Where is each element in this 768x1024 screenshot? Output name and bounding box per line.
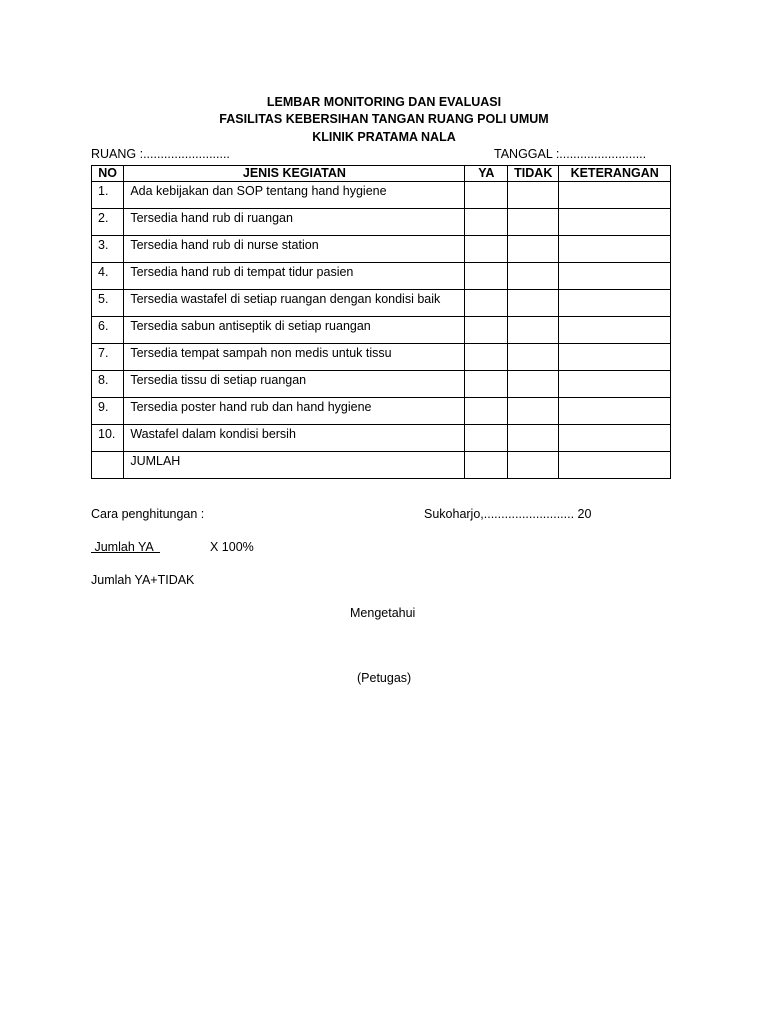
row-activity: Tersedia tempat sampah non medis untuk tissu [124, 344, 465, 371]
total-tidak-cell[interactable] [508, 452, 559, 479]
keterangan-cell[interactable] [559, 209, 671, 236]
keterangan-cell[interactable] [559, 263, 671, 290]
document-title: LEMBAR MONITORING DAN EVALUASI [266, 95, 502, 109]
keterangan-cell[interactable] [559, 425, 671, 452]
formula-multiplier: X 100% [210, 540, 254, 554]
header-no: NO [92, 166, 124, 182]
calculation-label: Cara penghitungan : [91, 507, 205, 521]
ya-cell[interactable] [465, 182, 508, 209]
header-jenis-kegiatan: JENIS KEGIATAN [124, 166, 465, 182]
tidak-cell[interactable] [508, 398, 559, 425]
table-row [92, 209, 671, 236]
table-header-row [92, 166, 671, 182]
row-number: 3. [92, 236, 124, 263]
ya-cell[interactable] [465, 371, 508, 398]
header-keterangan: KETERANGAN [559, 166, 671, 182]
total-label: JUMLAH [124, 452, 465, 479]
tanggal-field: TANGGAL :......................... [494, 147, 647, 161]
keterangan-cell[interactable] [559, 344, 671, 371]
acknowledgement-label: Mengetahui [350, 606, 416, 620]
tidak-cell[interactable] [508, 344, 559, 371]
total-ya-cell[interactable] [465, 452, 508, 479]
ya-cell[interactable] [465, 425, 508, 452]
ya-cell[interactable] [465, 236, 508, 263]
ya-cell[interactable] [465, 344, 508, 371]
header-tidak: TIDAK [508, 166, 559, 182]
ya-cell[interactable] [465, 209, 508, 236]
table-row [92, 398, 671, 425]
row-number: 7. [92, 344, 124, 371]
keterangan-cell[interactable] [559, 371, 671, 398]
total-row [92, 452, 671, 479]
keterangan-cell[interactable] [559, 236, 671, 263]
row-number: 8. [92, 371, 124, 398]
tidak-cell[interactable] [508, 263, 559, 290]
table-row [92, 344, 671, 371]
row-activity: Tersedia hand rub di nurse station [124, 236, 465, 263]
ruang-field: RUANG :......................... [91, 147, 230, 161]
ya-cell[interactable] [465, 263, 508, 290]
keterangan-cell[interactable] [559, 182, 671, 209]
keterangan-cell[interactable] [559, 398, 671, 425]
row-activity: Wastafel dalam kondisi bersih [124, 425, 465, 452]
table-row [92, 290, 671, 317]
row-number: 2. [92, 209, 124, 236]
tidak-cell[interactable] [508, 371, 559, 398]
ya-cell[interactable] [465, 290, 508, 317]
row-number: 1. [92, 182, 124, 209]
document-subtitle: FASILITAS KEBERSIHAN TANGAN RUANG POLI UMUM [219, 112, 549, 126]
row-number: 4. [92, 263, 124, 290]
formula-numerator: Jumlah YA [91, 540, 161, 554]
table-row [92, 371, 671, 398]
row-number: 5. [92, 290, 124, 317]
table-row [92, 317, 671, 344]
keterangan-cell[interactable] [559, 317, 671, 344]
row-activity: Ada kebijakan dan SOP tentang hand hygiene [124, 182, 465, 209]
checklist-table [91, 165, 671, 479]
row-activity: Tersedia poster hand rub dan hand hygiene [124, 398, 465, 425]
row-activity: Tersedia hand rub di tempat tidur pasien [124, 263, 465, 290]
formula-denominator: Jumlah YA+TIDAK [91, 573, 195, 587]
total-keterangan-cell[interactable] [559, 452, 671, 479]
ya-cell[interactable] [465, 317, 508, 344]
tidak-cell[interactable] [508, 182, 559, 209]
ya-cell[interactable] [465, 398, 508, 425]
table-row [92, 236, 671, 263]
signatory-label: (Petugas) [357, 671, 412, 685]
header-ya: YA [465, 166, 508, 182]
total-number-cell [92, 452, 124, 479]
row-activity: Tersedia wastafel di setiap ruangan dengan kondisi baik [124, 290, 465, 317]
row-activity: Tersedia sabun antiseptik di setiap ruangan [124, 317, 465, 344]
place-date: Sukoharjo,.......................... 20 [424, 507, 592, 521]
table-row [92, 182, 671, 209]
tidak-cell[interactable] [508, 236, 559, 263]
table-row [92, 425, 671, 452]
row-activity: Tersedia tissu di setiap ruangan [124, 371, 465, 398]
tidak-cell[interactable] [508, 317, 559, 344]
row-number: 6. [92, 317, 124, 344]
tidak-cell[interactable] [508, 290, 559, 317]
keterangan-cell[interactable] [559, 290, 671, 317]
tidak-cell[interactable] [508, 209, 559, 236]
table-row [92, 263, 671, 290]
row-number: 10. [92, 425, 124, 452]
clinic-name: KLINIK PRATAMA NALA [312, 130, 456, 144]
row-activity: Tersedia hand rub di ruangan [124, 209, 465, 236]
tidak-cell[interactable] [508, 425, 559, 452]
row-number: 9. [92, 398, 124, 425]
